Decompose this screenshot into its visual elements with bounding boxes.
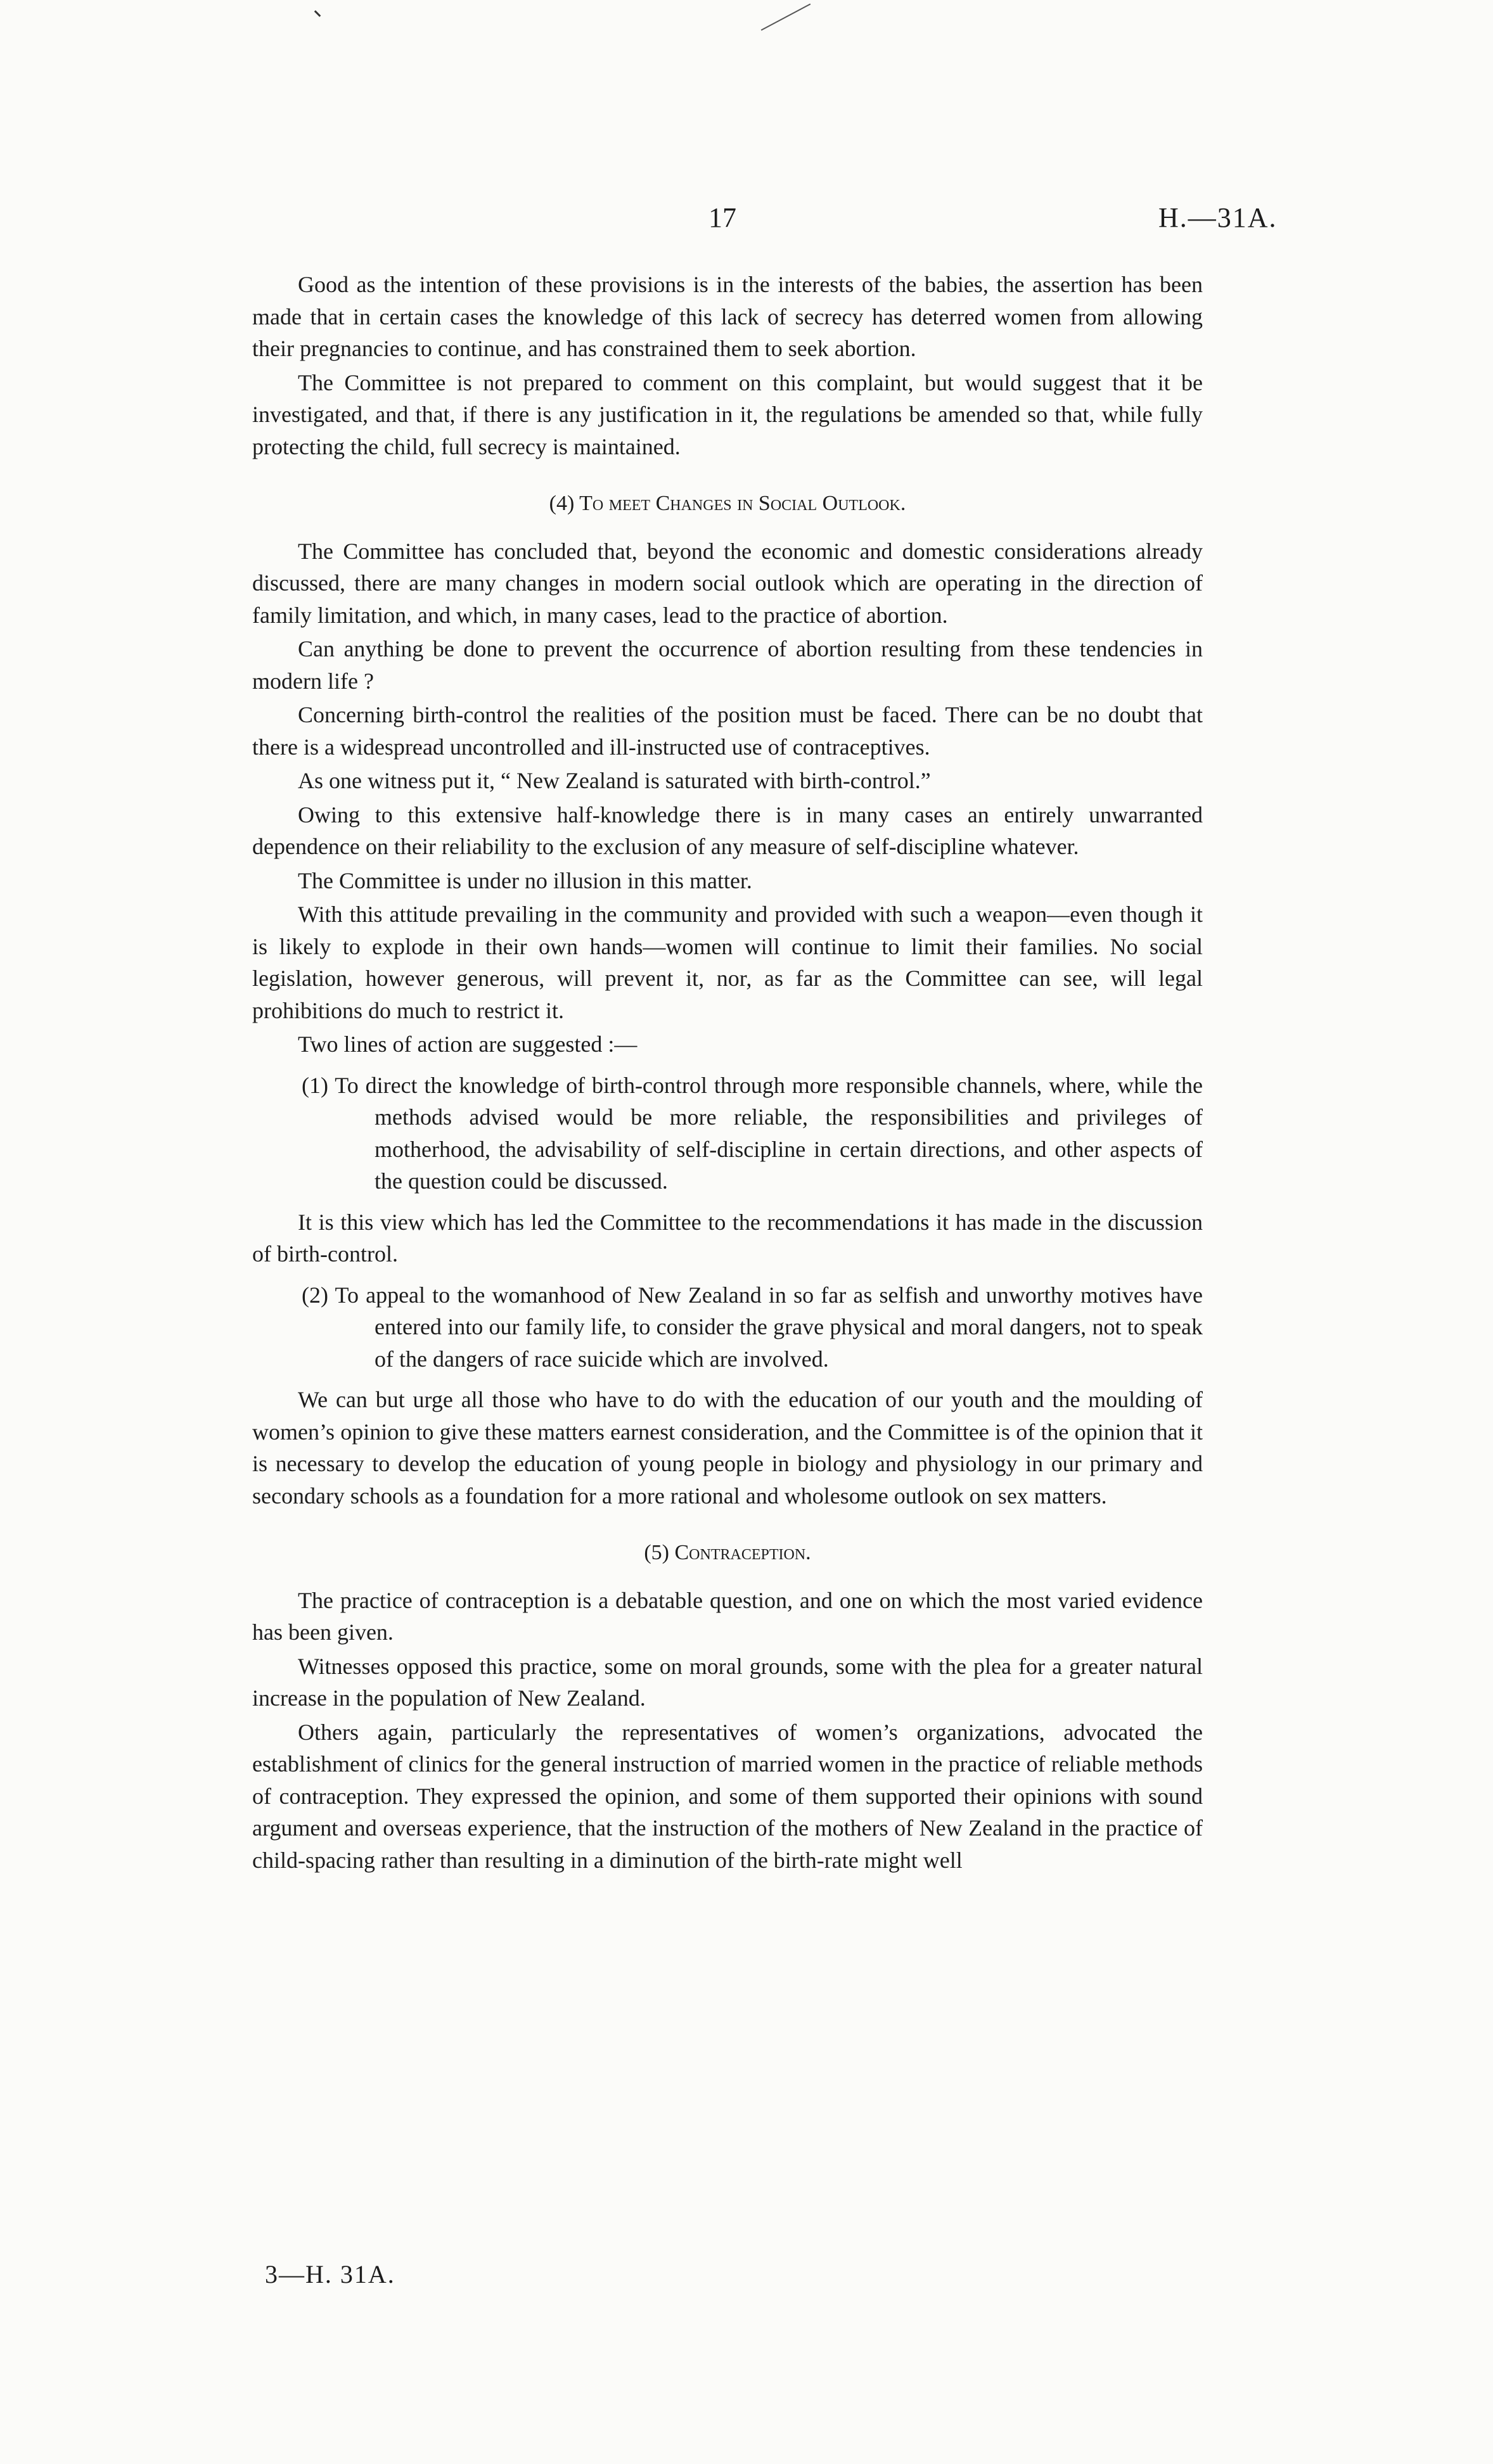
paragraph: It is this view which has led the Committee to the recommendations it has made in the discussion of birth-control. [252,1209,1203,1267]
page-number: 17 [708,202,736,233]
section-heading: (5) Contraception. [644,1541,811,1564]
paragraph: Can anything be done to prevent the occurrence of abortion resulting from these tendencies in modern life ? [252,636,1203,694]
paragraph: We can but urge all those who have to do with the education of our youth and the moulding of women’s opinion to give these matters earnest consideration, and the Committee is of the opinion that it is necessary to develop the education of young people in biology and physiology in our primary and secondary schools as a foundation for a more rational and wholesome outlook on sex matters. [252,1387,1203,1509]
paragraph: Two lines of action are suggested :— [298,1031,638,1057]
section-heading: (4) To meet Changes in Social Outlook. [549,492,906,515]
scan-mark [761,3,811,30]
scan-mark [314,4,328,17]
paragraph: The Committee is not prepared to comment on this complaint, but would suggest that it be investigated, and that, if there is any justification in it, the regulations be amended so that, while fully protecting the child, full secrecy is maintained. [252,369,1203,459]
list-item: (2) To appeal to the womanhood of New Zealand in so far as selfish and unworthy motives have entered into our family life, to consider the grave physical and moral dangers, not to speak of the dangers of race suicide which are involved. [302,1282,1203,1372]
sheet-reference: 3—H. 31A. [265,2260,395,2288]
paragraph: The practice of contraception is a debatable question, and one on which the most varied evidence has been given. [252,1587,1203,1645]
paragraph: Concerning birth-control the realities of the position must be faced. There can be no doubt that there is a widespread uncontrolled and ill-instructed use of contraceptives. [252,702,1203,760]
paragraph: Witnesses opposed this practice, some on moral grounds, some with the plea for a greater natural increase in the population of New Zealand. [252,1653,1203,1711]
paragraph: Owing to this extensive half-knowledge there is in many cases an entirely unwarranted dependence on their reliability to the exclusion of any measure of self-discipline whatever. [252,801,1203,859]
paragraph: With this attitude prevailing in the community and provided with such a weapon—even though it is likely to explode in their own hands—women will continue to limit their families. No social legislation, however generous, will prevent it, nor, as far as the Committee can see, will legal prohibitions do much to restrict it. [252,902,1203,1023]
paragraph: As one witness put it, “ New Zealand is saturated with birth-control.” [298,768,931,793]
paragraph: The Committee is under no illusion in this matter. [298,867,752,893]
document-reference: H.—31A. [1158,202,1278,233]
paragraph: Others again, particularly the representatives of women’s organizations, advocated the establishment of clinics for the general instruction of married women in the practice of reliable methods of contraception. They expressed the opinion, and some of them supported their opinions with sound argument and overseas experience, that the instruction of the mothers of New Zealand in the practice of child-spacing rather than resulting in a diminution of the birth-rate might well [252,1719,1203,1873]
paragraph: Good as the intention of these provisions is in the interests of the babies, the assertion has been made that in certain cases the knowledge of this lack of secrecy has deterred women from allowing their pregnancies to continue, and has constrained them to seek abortion. [252,272,1203,361]
paragraph: The Committee has concluded that, beyond the economic and domestic considerations already discussed, there are many changes in modern social outlook which are operating in the direction of family limitation, and which, in many cases, lead to the practice of abortion. [252,538,1203,628]
list-item: (1) To direct the knowledge of birth-control through more responsible channels, where, while the methods advised would be more reliable, the responsibilities and privileges of motherhood, the advisability of self-discipline in certain directions, and other aspects of the question could be discussed. [302,1072,1203,1194]
body-text [252,269,1203,1878]
